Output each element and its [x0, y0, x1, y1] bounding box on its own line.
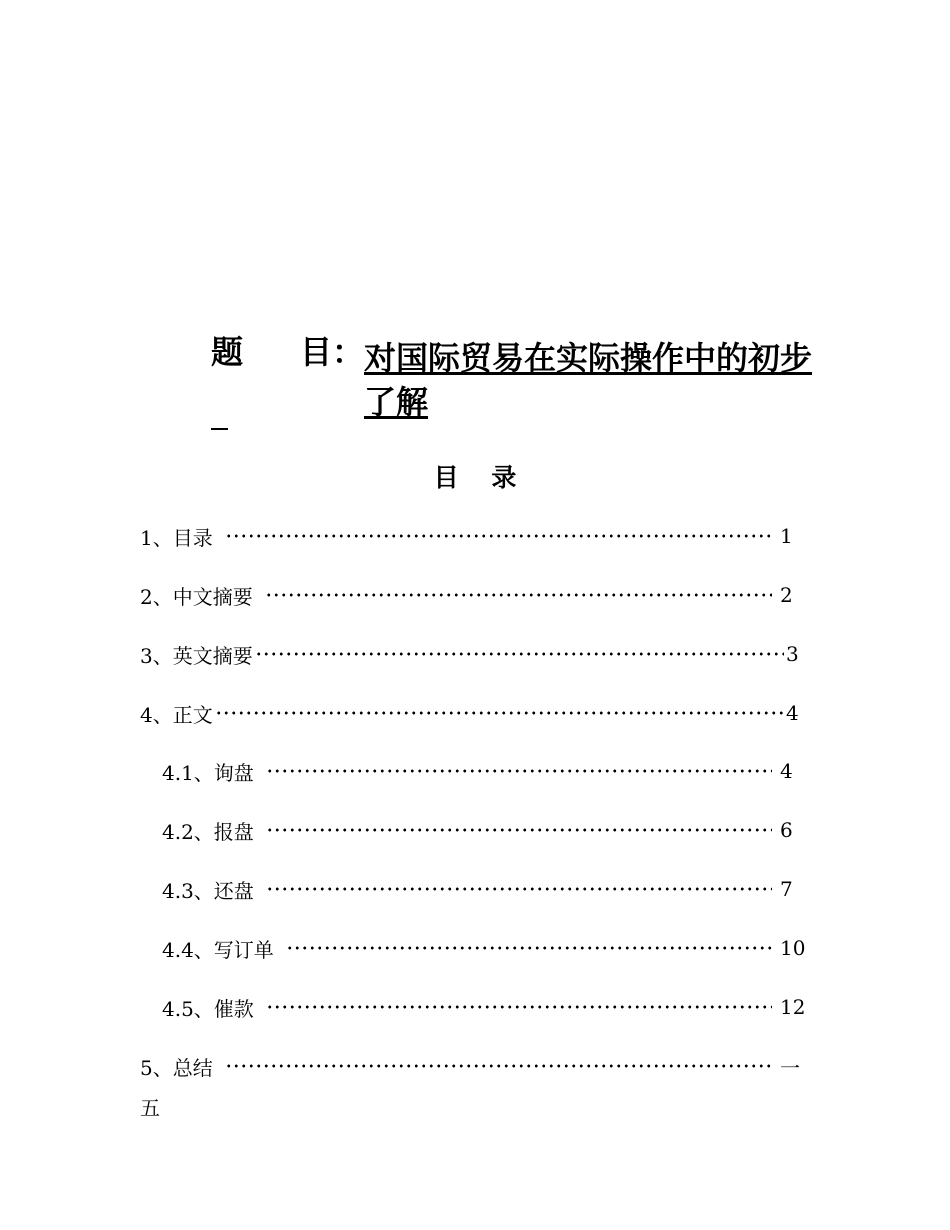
toc-entry-4-2: [162, 815, 808, 845]
toc-entry-page: 12: [780, 995, 806, 1019]
title-label-mu: 目：: [300, 333, 365, 371]
toc-leader-dots: [225, 1064, 772, 1068]
document-title: 对国际贸易在实际操作中的初步了解: [364, 339, 813, 421]
toc-entry-page: 一: [780, 1055, 800, 1080]
toc-entry-page: 7: [780, 877, 793, 901]
toc-entry-page: 4: [780, 759, 793, 783]
toc-entry-label: 4.5、催款: [162, 996, 254, 1021]
toc-entry-page: 4: [786, 701, 799, 725]
toc-entry-page: 10: [780, 936, 806, 960]
toc-wrap-text: 五: [140, 1096, 160, 1120]
toc-entry-label: 4.3、还盘: [162, 878, 254, 903]
toc-entry-page: 3: [786, 642, 799, 666]
toc-entry-4-1: [162, 756, 808, 786]
toc-entry-4-5: [162, 992, 808, 1022]
toc-entry-page: 1: [780, 524, 793, 548]
toc-entry-1: [140, 521, 808, 551]
toc-leader-dots: [255, 652, 784, 656]
toc-entry-3: [140, 639, 808, 669]
toc-entry-4: [140, 698, 808, 728]
toc-entry-label: 5、总结: [140, 1055, 213, 1080]
toc-entry-page: 6: [780, 818, 793, 842]
toc-entry-4-3: [162, 874, 808, 904]
title-label-ti: 题: [211, 333, 244, 371]
toc-entry-label: 3、英文摘要: [140, 643, 253, 668]
toc-entry-label: 4.4、写订单: [162, 937, 274, 962]
toc-entry-label: 4、正文: [140, 702, 213, 727]
toc-entry-label: 1、目录: [140, 525, 213, 550]
toc-leader-dots: [225, 534, 772, 538]
title-dash: [211, 428, 228, 430]
toc-entry-4-4: [162, 933, 808, 963]
toc-leader-dots: [265, 593, 772, 597]
toc-heading: 目 录: [433, 463, 529, 492]
toc-entry-5: [140, 1051, 808, 1081]
toc-leader-dots: [286, 946, 772, 950]
toc-entry-label: 2、中文摘要: [140, 584, 253, 609]
toc-leader-dots: [266, 1005, 772, 1009]
toc-leader-dots: [266, 887, 772, 891]
toc-entry-label: 4.2、报盘: [162, 819, 254, 844]
toc-entry-label: 4.1、询盘: [162, 760, 254, 785]
toc-entry-page: 2: [780, 583, 793, 607]
toc-leader-dots: [266, 828, 772, 832]
toc-leader-dots: [215, 711, 784, 715]
toc-entry-2: [140, 580, 808, 610]
toc-leader-dots: [266, 769, 772, 773]
